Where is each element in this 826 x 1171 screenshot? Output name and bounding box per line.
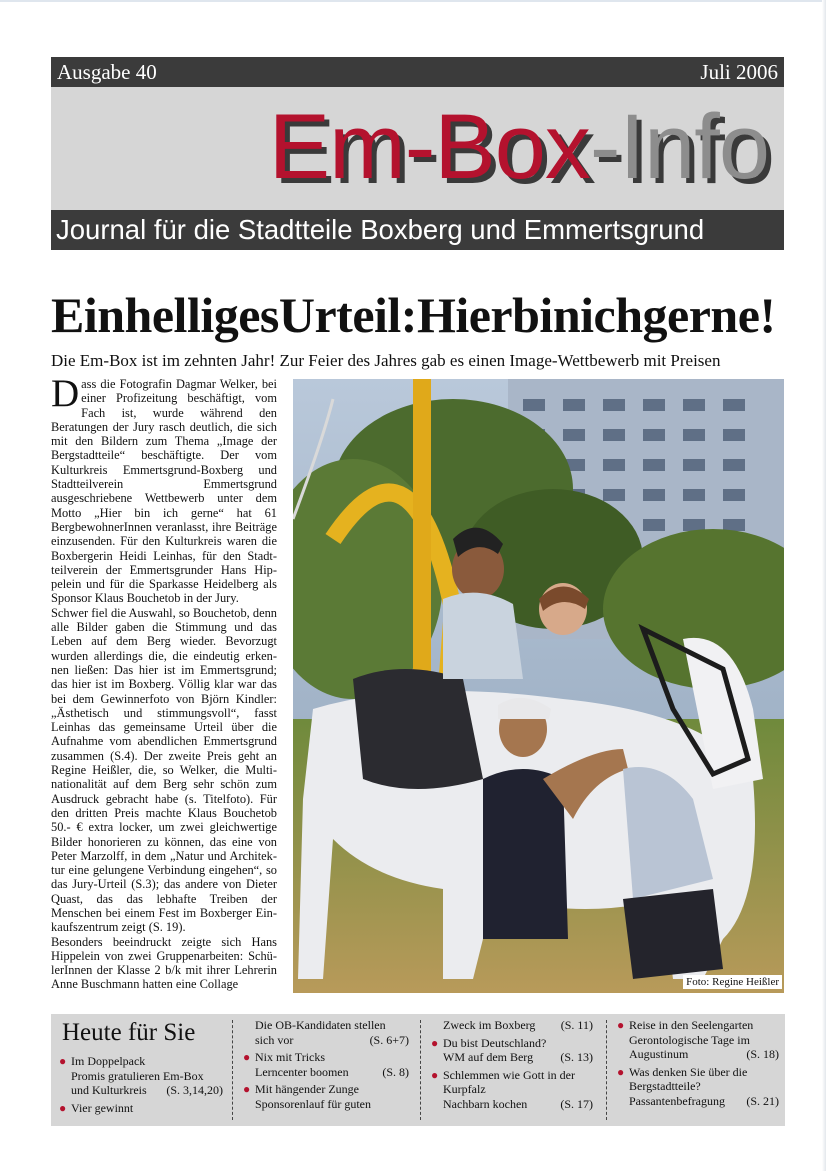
bullet-icon: ● bbox=[617, 1018, 625, 1032]
bullet-icon: ● bbox=[59, 1054, 67, 1068]
contents-item-text: Kurpfalz bbox=[443, 1082, 486, 1097]
contents-item-line bbox=[443, 1068, 593, 1083]
contents-item-line bbox=[71, 1101, 223, 1116]
cover-photo bbox=[293, 379, 784, 993]
contents-item-line bbox=[71, 1083, 223, 1098]
contents-item bbox=[615, 1065, 779, 1109]
contents-item-line bbox=[255, 1082, 409, 1097]
contents-item bbox=[429, 1068, 593, 1112]
article-paragraph-2: Schwer fiel die Auswahl, so Bouchetob, denn alle Bilder gaben die Stimmung und das Leben auf dem Berg wieder. Bevorzugt wurden allerdings die, die eindeutig erkennen ließen: Das hier ist im Emmertsgrund; das hier ist im Boxberg. Völlig klar war das bei dem Gewinnerfoto von Björn Kindler: „Ästhetisch und stimmungsvoll“, fasst Leinhas das gemeinsame Urteil über die Aufnahme vom abendlichen Emmertsgrund zusammen (S.4). Der zweite Preis geht an Regine Heißler, die, so Welker, die Multinationalität auf dem Berg sehr schön zum Ausdruck gebracht habe (s. Titelfoto). Für den dritten Preis machte Klaus Bouchetob 50.- € extra locker, um zwei gleichwertige Bilder honorieren zu können, das eine von Peter Marzolff, in dem „Natur und Architektur eine gelungene Verbindung eingehen“, so das Jury-Urteil (S.3); das andere von Dieter Quast, das das lebhafte Treiben der Menschen bei einem Fest im Boxberger Einkaufszentrum zeigt (S. 19). bbox=[51, 605, 277, 935]
contents-item-line bbox=[629, 1094, 779, 1109]
masthead-title bbox=[269, 87, 769, 207]
masthead bbox=[51, 87, 784, 210]
contents-item-line bbox=[443, 1097, 593, 1112]
contents-page-ref: (S. 8) bbox=[382, 1064, 409, 1079]
contents-page-ref: (S. 21) bbox=[746, 1093, 779, 1108]
bullet-icon: ● bbox=[59, 1100, 67, 1115]
contents-item-line bbox=[255, 1065, 409, 1080]
contents-item-text: Mit hängender Zunge bbox=[255, 1082, 359, 1097]
bullet-icon: ● bbox=[243, 1050, 251, 1065]
headline: EinhelligesUrteil:Hierbinichgerne! bbox=[51, 287, 776, 343]
contents-column-1 bbox=[57, 1054, 223, 1118]
contents-item-text: Promis gratulieren Em-Box bbox=[71, 1068, 204, 1083]
contents-item-text: Vier gewinnt bbox=[71, 1100, 134, 1115]
contents-column-2 bbox=[241, 1018, 409, 1115]
contents-item-text: Was denken Sie über die bbox=[629, 1064, 748, 1079]
contents-page-ref: (S. 17) bbox=[560, 1096, 593, 1111]
contents-item-line bbox=[255, 1018, 409, 1033]
contents-item-text: WM auf dem Berg bbox=[443, 1050, 534, 1065]
masthead-subtitle: Journal für die Stadtteile Boxberg und Emmertsgrund bbox=[51, 210, 784, 250]
contents-item bbox=[57, 1054, 223, 1098]
contents-item-line bbox=[255, 1033, 409, 1048]
contents-item-line bbox=[629, 1079, 779, 1094]
contents-item bbox=[241, 1050, 409, 1079]
contents-item-text: Die OB-Kandidaten stellen bbox=[255, 1018, 386, 1032]
contents-item-text: Im Doppelpack bbox=[71, 1054, 146, 1068]
column-divider bbox=[420, 1020, 421, 1120]
contents-item-text: Gerontologische Tage im bbox=[629, 1032, 750, 1047]
article-body bbox=[51, 377, 277, 997]
contents-page-ref: (S. 11) bbox=[560, 1018, 593, 1032]
contents-item-text: Du bist Deutschland? bbox=[443, 1035, 547, 1050]
contents-item-text: Nix mit Tricks bbox=[255, 1050, 326, 1065]
contents-page-ref: (S. 6+7) bbox=[369, 1032, 409, 1047]
contents-item-text: sich vor bbox=[255, 1032, 294, 1047]
contents-item-line bbox=[443, 1036, 593, 1051]
column-divider bbox=[232, 1020, 233, 1120]
contents-page-ref: (S. 3,14,20) bbox=[166, 1083, 223, 1098]
contents-item-text: Sponsorenlauf für guten bbox=[255, 1096, 371, 1111]
article-paragraph bbox=[51, 377, 277, 606]
contents-item-text: Reise in den Seelengarten bbox=[629, 1018, 754, 1032]
issue-bar bbox=[51, 57, 784, 87]
contents-item-text: Zweck im Boxberg bbox=[443, 1018, 536, 1032]
contents-item-text: Bergstadtteile? bbox=[629, 1079, 701, 1094]
contents-item-line bbox=[71, 1069, 223, 1084]
contents-item-line bbox=[443, 1082, 593, 1097]
masthead-title-em-box: Em-Box bbox=[268, 96, 590, 198]
contents-item-line bbox=[629, 1018, 779, 1033]
masthead-title-info: -Info bbox=[589, 96, 769, 198]
article-paragraph-1: ass die Fotografin Dagmar Welker, bei einer Profizeitung beschäftigt, vom Fach ist, wurde während den Beratungen der Jury rasch deutlich, die sich mit den Bildern zum Thema „Image der Bergstadtteile“ beschäftigte. Der vom Kulturkreis Emmertsgrund-Boxberg und Stadtteilverein Emmertsgrund ausgeschriebene Wettbewerb unter dem Motto „Hier bin ich gerne“ hat 61 BergbewohnerInnen veranlasst, ihre Beiträge einzusenden. Für den Kulturkreis waren die Boxbergerin Heidi Leinhas, für den Stadtteilverein der Emmertsgrunder Hans Hippelein und für die Sparkasse Heidelberg als Sponsor Klaus Bouchetob in der Jury. bbox=[51, 377, 277, 606]
contents-item bbox=[57, 1101, 223, 1116]
contents-item-text: Nachbarn kochen bbox=[443, 1096, 528, 1111]
contents-heading: Heute für Sie bbox=[62, 1019, 196, 1046]
contents-item-line bbox=[443, 1018, 593, 1033]
contents-item-text: Schlemmen wie Gott in der bbox=[443, 1067, 575, 1082]
drop-cap: D bbox=[51, 377, 80, 415]
contents-item-line bbox=[71, 1054, 223, 1069]
contents-item-line bbox=[629, 1047, 779, 1062]
contents-item bbox=[429, 1018, 593, 1033]
contents-column-3 bbox=[429, 1018, 593, 1115]
page-edge bbox=[0, 0, 826, 2]
contents-item-text: Passantenbefragung bbox=[629, 1093, 725, 1108]
contents-item bbox=[241, 1018, 409, 1047]
contents-box bbox=[51, 1014, 785, 1126]
contents-item-text: Lerncenter boomen bbox=[255, 1064, 349, 1079]
contents-item bbox=[429, 1036, 593, 1065]
contents-page-ref: (S. 13) bbox=[560, 1050, 593, 1065]
article-paragraph-3: Besonders beeindruckt zeigte sich Hans Hippelein von zwei Gruppenarbeiten: SchülerInnen der Klasse 2 b/k mit ihrer Lehrerin Anne Buschmann hatten eine Collage bbox=[51, 934, 277, 992]
bullet-icon: ● bbox=[617, 1064, 625, 1079]
contents-item-line bbox=[255, 1097, 409, 1112]
contents-item-text: Augustinum bbox=[629, 1047, 689, 1062]
contents-item-line bbox=[255, 1050, 409, 1065]
contents-page-ref: (S. 18) bbox=[746, 1047, 779, 1062]
bullet-icon: ● bbox=[431, 1035, 439, 1050]
contents-column-4 bbox=[615, 1018, 779, 1112]
contents-item-line bbox=[629, 1033, 779, 1048]
issue-date: Juli 2006 bbox=[700, 59, 778, 84]
contents-item-line bbox=[629, 1065, 779, 1080]
bullet-icon: ● bbox=[431, 1067, 439, 1082]
contents-item-line bbox=[443, 1050, 593, 1065]
column-divider bbox=[606, 1020, 607, 1120]
contents-item bbox=[615, 1018, 779, 1062]
photo-credit: Foto: Regine Heißler bbox=[683, 975, 782, 989]
contents-item-text: und Kulturkreis bbox=[71, 1083, 147, 1098]
issue-number: Ausgabe 40 bbox=[57, 59, 157, 84]
contents-item bbox=[241, 1082, 409, 1111]
deck: Die Em-Box ist im zehnten Jahr! Zur Feier des Jahres gab es einen Image-Wettbewerb mit Preisen bbox=[51, 351, 721, 370]
page-shadow bbox=[822, 0, 826, 1171]
bullet-icon: ● bbox=[243, 1082, 251, 1097]
cover-photo-illustration bbox=[293, 379, 784, 993]
